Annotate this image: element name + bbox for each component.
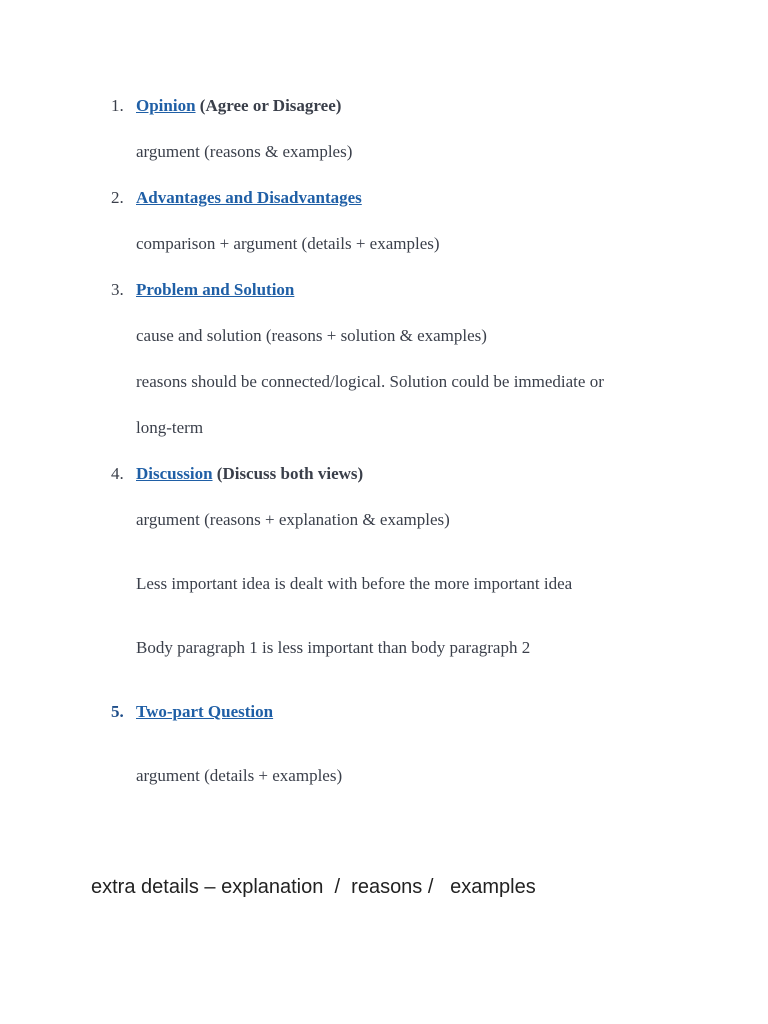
item-2-number: 2.	[111, 188, 124, 207]
item-5-text: argument (details + examples)	[136, 766, 343, 785]
item-1-title-link[interactable]: Opinion	[136, 96, 196, 115]
item-2-text: comparison + argument (details + examples)	[136, 234, 440, 253]
item-3-text-1: cause and solution (reasons + solution & examples)	[136, 326, 487, 345]
item-5-number: 5.	[111, 702, 124, 721]
item-2-title-link[interactable]: Advantages and Disadvantages	[136, 188, 362, 207]
item-1-suffix: (Agree or Disagree)	[195, 96, 342, 115]
item-4-text-1: argument (reasons + explanation & examples)	[136, 510, 450, 529]
item-4-title-link[interactable]: Discussion	[136, 464, 213, 483]
item-4-text-2: Less important idea is dealt with before the more important idea	[136, 574, 573, 593]
item-1-number: 1.	[111, 96, 124, 115]
item-3-title-link[interactable]: Problem and Solution	[136, 280, 295, 299]
item-3-text-3: long-term	[136, 418, 204, 437]
item-3-number: 3.	[111, 280, 124, 299]
item-5-title-link[interactable]: Two-part Question	[136, 702, 274, 721]
item-1-text: argument (reasons & examples)	[136, 142, 353, 161]
item-4-suffix: (Discuss both views)	[212, 464, 364, 483]
item-3-text-2: reasons should be connected/logical. Solution could be immediate or	[136, 372, 604, 391]
item-4-text-3: Body paragraph 1 is less important than body paragraph 2	[136, 638, 531, 657]
extra-details-note: extra details – explanation / reasons / examples	[91, 876, 536, 898]
item-4-number: 4.	[111, 464, 124, 483]
